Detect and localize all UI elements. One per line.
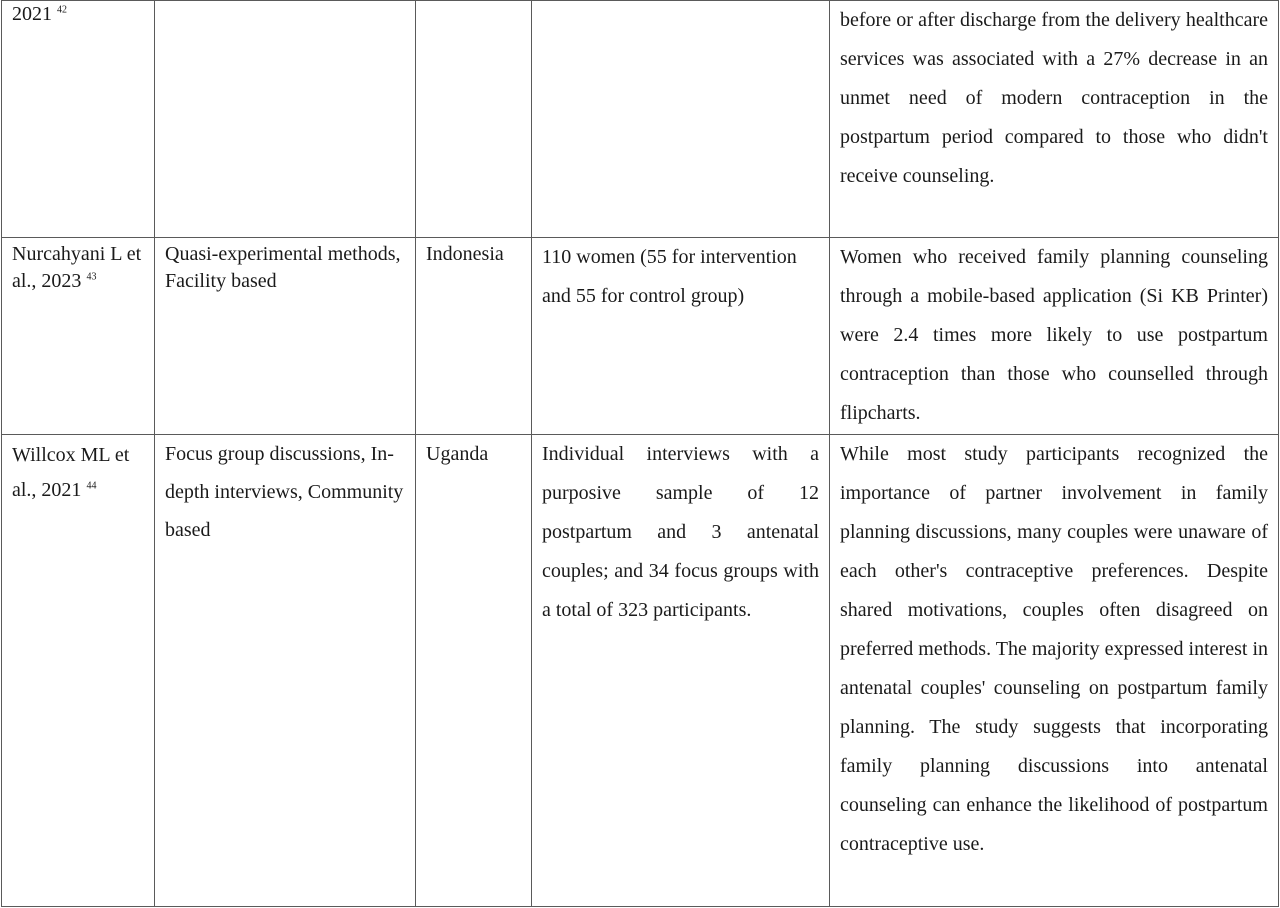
- author-cell: [2, 238, 155, 435]
- studies-table: [1, 0, 1279, 907]
- author-text: Willcox ML et al., 2021: [12, 444, 130, 501]
- reference-number: 42: [57, 4, 67, 16]
- findings-cell: [830, 238, 1279, 435]
- table-row: [2, 435, 1279, 907]
- author-text: Nurcahyani L et al., 2023: [12, 243, 142, 292]
- design-cell: [155, 435, 416, 907]
- country-text: Indonesia: [426, 243, 504, 265]
- country-cell: [416, 435, 532, 907]
- sample-cell: [532, 435, 830, 907]
- reference-number: 43: [86, 271, 97, 283]
- reference-number: 44: [86, 480, 97, 492]
- sample-cell: [532, 238, 830, 435]
- author-cell: [2, 1, 155, 238]
- findings-text: Women who received family planning counseling through a mobile-based application (Si KB Printer) were 2.4 times more likely to use postpartum contraception than those who counselled through flipcharts.: [840, 246, 1268, 424]
- author-text: 2021: [12, 3, 52, 25]
- design-cell: [155, 238, 416, 435]
- sample-cell: [532, 1, 830, 238]
- design-text: Quasi-experimental methods, Facility based: [165, 243, 401, 292]
- country-text: Uganda: [426, 443, 489, 465]
- author-cell: [2, 435, 155, 907]
- sample-text: Individual interviews with a purposive sample of 12 postpartum and 3 antenatal couples; and 34 focus groups with a total of 323 participants.: [542, 443, 819, 621]
- findings-text: before or after discharge from the delivery healthcare services was associated with a 27% decrease in an unmet need of modern contraception in the postpartum period compared to those who didn't receive counseling.: [840, 9, 1268, 187]
- country-cell: [416, 1, 532, 238]
- country-cell: [416, 238, 532, 435]
- design-text: Focus group discussions, In-depth interviews, Community based: [165, 443, 404, 541]
- sample-text: 110 women (55 for intervention and 55 for control group): [542, 246, 797, 307]
- findings-text: While most study participants recognized the importance of partner involvement in family planning discussions, many couples were unaware of each other's contraceptive preferences. Despite shared motivations, couples often disagreed on preferred methods. The majority expressed interest in antenatal couples' counseling on postpartum family planning. The study suggests that incorporating family planning discussions into antenatal counseling can enhance the likelihood of postpartum contraceptive use.: [840, 443, 1268, 855]
- design-cell: [155, 1, 416, 238]
- table-row: [2, 238, 1279, 435]
- findings-cell: [830, 435, 1279, 907]
- table-row: [2, 1, 1279, 238]
- findings-cell: [830, 1, 1279, 238]
